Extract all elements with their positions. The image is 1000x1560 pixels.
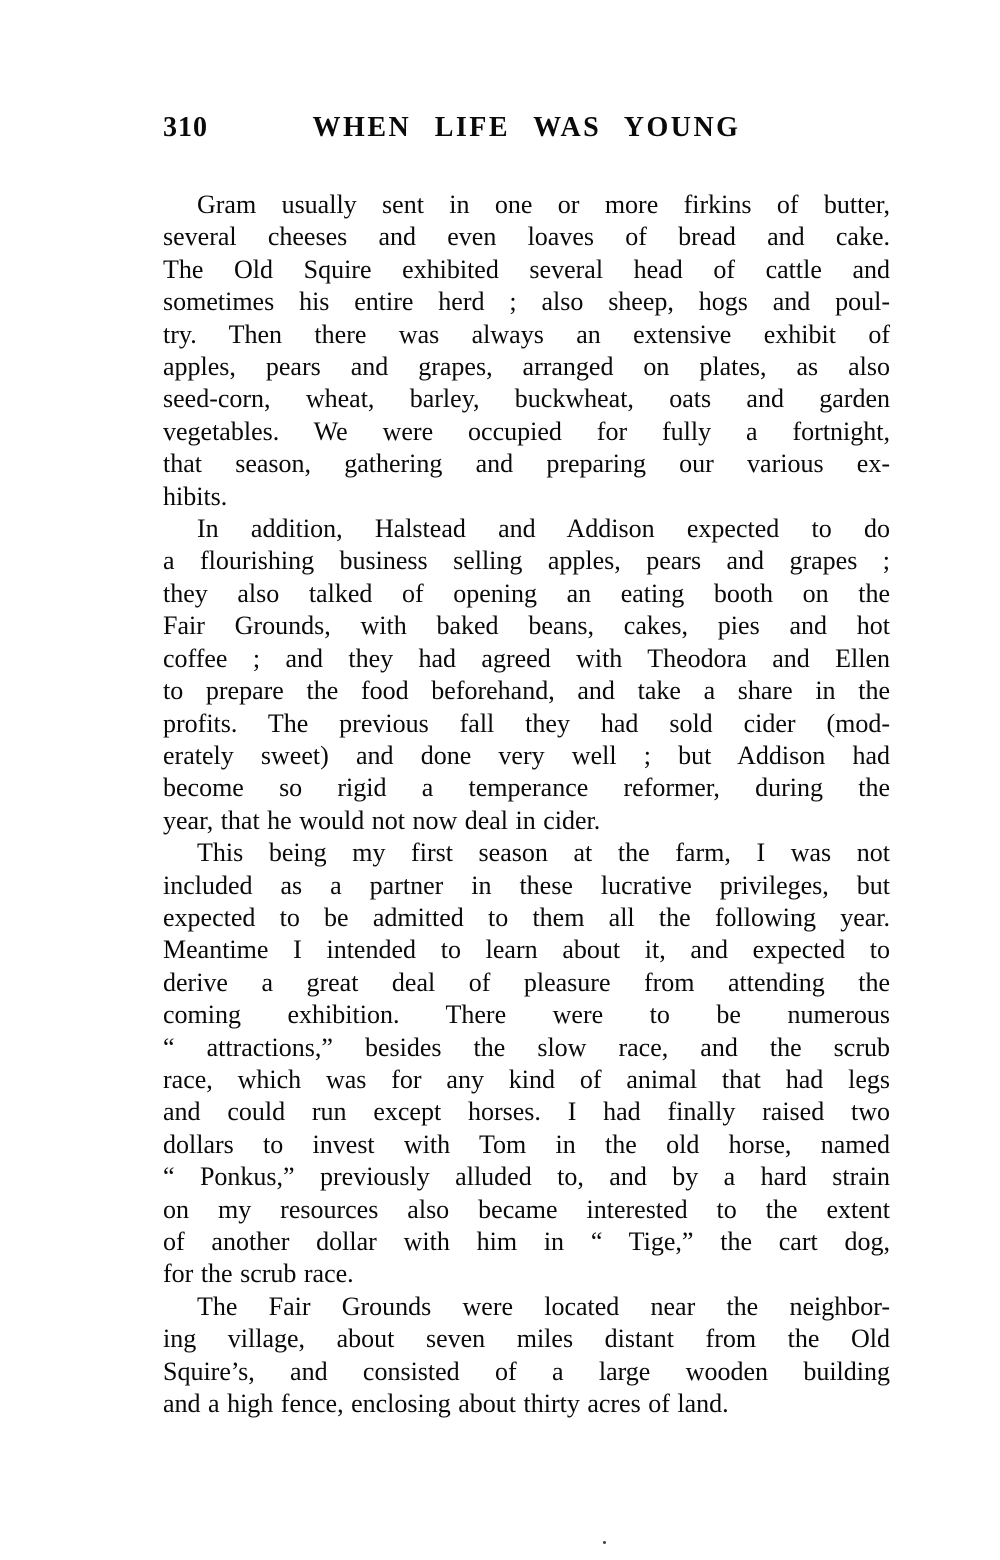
- text-line: seed-corn, wheat, barley, buckwheat, oats and garden: [163, 384, 890, 414]
- text-line: expected to be admitted to them all the following year.: [163, 902, 890, 932]
- text-line: profits. The previous fall they had sold cider (mod-: [163, 708, 890, 738]
- text-line: try. Then there was always an extensive exhibit of: [163, 319, 890, 349]
- text-line: to prepare the food beforehand, and take a share in the: [163, 676, 890, 706]
- text-line: on my resources also became interested to the extent: [163, 1194, 890, 1224]
- text-line: “ Ponkus,” previously alluded to, and by a hard strain: [163, 1162, 890, 1192]
- page-number: 310: [163, 112, 208, 143]
- text-line: apples, pears and grapes, arranged on plates, as also: [163, 352, 890, 382]
- text-line: become so rigid a temperance reformer, during the: [163, 773, 890, 803]
- text-line: “ attractions,” besides the slow race, and the scrub: [163, 1032, 890, 1062]
- text-line: derive a great deal of pleasure from attending the: [163, 967, 890, 997]
- text-line: included as a partner in these lucrative privileges, but: [163, 870, 890, 900]
- text-line: sometimes his entire herd ; also sheep, hogs and poul-: [163, 287, 890, 317]
- text-line: and a high fence, enclosing about thirty acres of land.: [163, 1389, 729, 1419]
- text-line: and could run except horses. I had finally raised two: [163, 1097, 890, 1127]
- text-line: dollars to invest with Tom in the old horse, named: [163, 1129, 890, 1159]
- text-line: coffee ; and they had agreed with Theodora and Ellen: [163, 643, 890, 673]
- paragraph: [163, 189, 890, 513]
- text-line: The Old Squire exhibited several head of cattle and: [163, 254, 890, 284]
- running-title: WHEN LIFE WAS YOUNG: [312, 112, 741, 143]
- text-line: The Fair Grounds were located near the neighbor-: [197, 1291, 890, 1321]
- paragraph: [163, 513, 890, 837]
- page-body: [163, 189, 890, 1420]
- text-line: In addition, Halstead and Addison expected to do: [197, 514, 890, 544]
- text-line: several cheeses and even loaves of bread and cake.: [163, 222, 890, 252]
- scan-speck: [603, 1541, 606, 1544]
- paragraph: [163, 837, 890, 1291]
- text-line: erately sweet) and done very well ; but Addison had: [163, 740, 890, 770]
- text-line: hibits.: [163, 481, 228, 511]
- text-line: they also talked of opening an eating booth on the: [163, 578, 890, 608]
- text-line: of another dollar with him in “ Tige,” the cart dog,: [163, 1227, 890, 1256]
- text-line: Squire’s, and consisted of a large wooden building: [163, 1356, 890, 1386]
- page-header: [163, 112, 890, 148]
- text-line: This being my first season at the farm, I was not: [197, 838, 890, 868]
- text-line: year, that he would not now deal in cider.: [163, 805, 601, 835]
- text-line: coming exhibition. There were to be numerous: [163, 1000, 890, 1030]
- text-line: race, which was for any kind of animal that had legs: [163, 1064, 890, 1094]
- text-line: ing village, about seven miles distant from the Old: [163, 1324, 890, 1354]
- text-line: Fair Grounds, with baked beans, cakes, pies and hot: [163, 611, 890, 641]
- paragraph: [163, 1291, 890, 1421]
- text-line: Gram usually sent in one or more firkins of butter,: [197, 190, 890, 219]
- text-line: Meantime I intended to learn about it, and expected to: [163, 935, 890, 965]
- text-line: a flourishing business selling apples, pears and grapes ;: [163, 546, 890, 576]
- text-line: that season, gathering and preparing our various ex-: [163, 449, 890, 479]
- text-line: for the scrub race.: [163, 1259, 354, 1289]
- text-line: vegetables. We were occupied for fully a fortnight,: [163, 416, 890, 446]
